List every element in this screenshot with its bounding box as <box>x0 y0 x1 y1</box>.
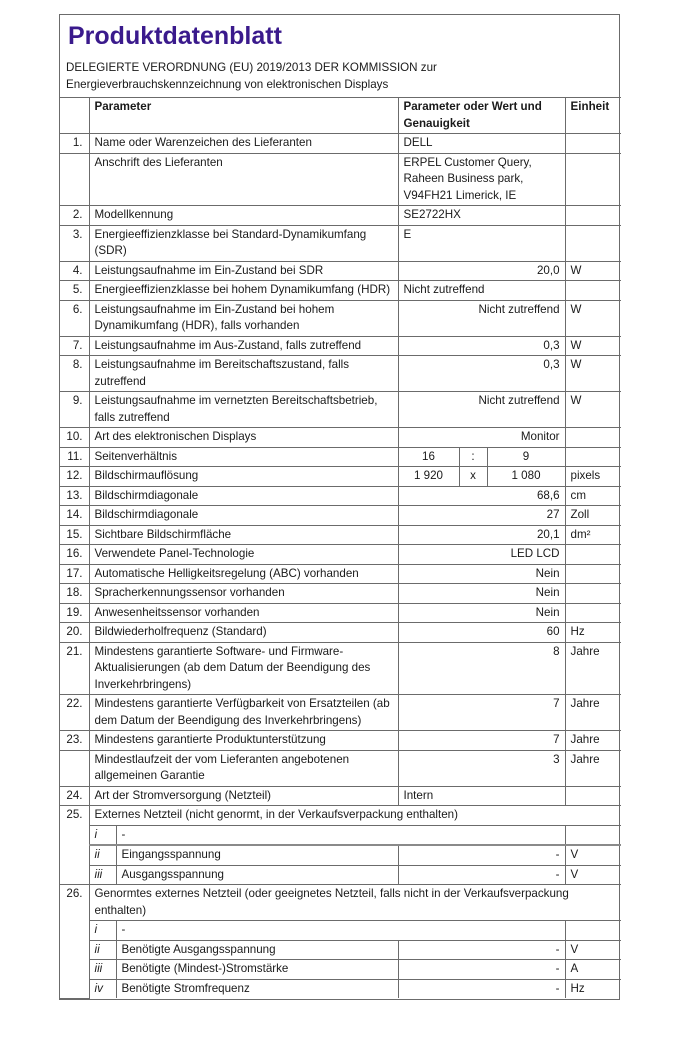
row-unit <box>565 564 621 584</box>
row-number: 23. <box>60 731 89 751</box>
sub-row <box>60 865 621 885</box>
table-header-row <box>60 98 621 134</box>
row-parameter: Leistungsaufnahme im Bereitschaftszustand, falls zutreffend <box>89 356 398 392</box>
section26-header-row <box>60 885 621 921</box>
row-parameter: Bildschirmdiagonale <box>89 506 398 526</box>
sub-row-value: - <box>398 940 565 960</box>
sub-row-parameter: Benötigte Stromfrequenz <box>116 979 398 998</box>
table-row <box>60 134 621 154</box>
row-parameter: Verwendete Panel-Technologie <box>89 545 398 565</box>
row-number: 19. <box>60 603 89 623</box>
sub-row-value: - <box>398 979 565 998</box>
row-value-a: 16 <box>398 447 459 467</box>
sub-row-value: - <box>398 865 565 885</box>
row-parameter: Mindestens garantierte Verfügbarkeit von Ersatzteilen (ab dem Datum der Beendigung des Inverkehrbringens) <box>89 695 398 731</box>
table-row <box>60 603 621 623</box>
table-row <box>60 731 621 751</box>
sub-row-roman: i <box>89 825 116 845</box>
row-value: 20,1 <box>398 525 565 545</box>
table-row <box>60 336 621 356</box>
row-value: E <box>398 225 565 261</box>
row-number: 11. <box>60 447 89 467</box>
row-parameter: Mindestens garantierte Software- und Firmware-Aktualisierungen (ab dem Datum der Beendigung des Inverkehrbringens) <box>89 642 398 695</box>
row-value-separator: : <box>459 447 487 467</box>
sub-row-value: - <box>398 960 565 980</box>
sub-row <box>60 960 621 980</box>
table-row <box>60 642 621 695</box>
row-value: 60 <box>398 623 565 643</box>
header-parameter: Parameter <box>89 98 398 134</box>
row-number: 8. <box>60 356 89 392</box>
row-unit <box>565 225 621 261</box>
row-unit: Hz <box>565 623 621 643</box>
row-unit: W <box>565 336 621 356</box>
subtitle-line-1: DELEGIERTE VERORDNUNG (EU) 2019/2013 DER KOMMISSION zur <box>66 61 437 74</box>
table-row <box>60 623 621 643</box>
row-number: 4. <box>60 261 89 281</box>
row-parameter: Energieeffizienzklasse bei hohem Dynamikumfang (HDR) <box>89 281 398 301</box>
row-value: 0,3 <box>398 356 565 392</box>
row-unit <box>565 786 621 806</box>
row-number: 22. <box>60 695 89 731</box>
row-number: 5. <box>60 281 89 301</box>
row-unit: pixels <box>565 467 621 487</box>
row-value: 20,0 <box>398 261 565 281</box>
row-value: ERPEL Customer Query, Raheen Business park, V94FH21 Limerick, IE <box>398 153 565 206</box>
regulation-subtitle <box>60 55 619 97</box>
header-unit: Einheit <box>565 98 621 134</box>
row-unit: Jahre <box>565 642 621 695</box>
sub-row-parameter: Benötigte Ausgangsspannung <box>116 940 398 960</box>
table-row <box>60 225 621 261</box>
row-number: 18. <box>60 584 89 604</box>
row-number: 16. <box>60 545 89 565</box>
table-row <box>60 300 621 336</box>
row-unit: W <box>565 300 621 336</box>
sub-row-parameter: Benötigte (Mindest-)Stromstärke <box>116 960 398 980</box>
row-parameter: Art der Stromversorgung (Netzteil) <box>89 786 398 806</box>
sub-row-roman: iii <box>89 865 116 885</box>
row-number: 15. <box>60 525 89 545</box>
row-value-a: 1 920 <box>398 467 459 487</box>
row-number: 13. <box>60 486 89 506</box>
row-number: 10. <box>60 428 89 448</box>
sub-row-value: - <box>398 845 565 865</box>
table-row <box>60 447 621 467</box>
row-unit: W <box>565 392 621 428</box>
row-number: 3. <box>60 225 89 261</box>
sub-row-parameter: - <box>116 921 565 941</box>
row-parameter: Art des elektronischen Displays <box>89 428 398 448</box>
row-value: Nein <box>398 584 565 604</box>
row-value: 3 <box>398 750 565 786</box>
subtitle-line-2: Energieverbrauchskennzeichnung von elektronischen Displays <box>66 78 389 91</box>
row-parameter: Leistungsaufnahme im Aus-Zustand, falls zutreffend <box>89 336 398 356</box>
row-unit: cm <box>565 486 621 506</box>
row-parameter: Spracherkennungssensor vorhanden <box>89 584 398 604</box>
row-unit: dm² <box>565 525 621 545</box>
row-unit <box>565 584 621 604</box>
table-row <box>60 786 621 806</box>
sub-row <box>60 825 621 845</box>
row-value: Nicht zutreffend <box>398 281 565 301</box>
row-parameter: Seitenverhältnis <box>89 447 398 467</box>
sub-row <box>60 940 621 960</box>
row-number: 7. <box>60 336 89 356</box>
sub-row-roman: iii <box>89 960 116 980</box>
row-number: 12. <box>60 467 89 487</box>
sub-row <box>60 979 621 998</box>
table-row <box>60 545 621 565</box>
sub-row-unit: A <box>565 960 621 980</box>
sub-row-unit: V <box>565 845 621 865</box>
row-number: 21. <box>60 642 89 695</box>
row-unit: Jahre <box>565 695 621 731</box>
sub-row-roman: ii <box>89 940 116 960</box>
row-number <box>60 153 89 206</box>
row-number: 9. <box>60 392 89 428</box>
sub-row-unit: V <box>565 940 621 960</box>
table-row <box>60 506 621 526</box>
section-title: Externes Netzteil (nicht genormt, in der Verkaufsverpackung enthalten) <box>89 806 621 826</box>
row-unit <box>565 447 621 467</box>
sub-row-unit <box>565 825 621 845</box>
sub-row-parameter: Ausgangsspannung <box>116 865 398 885</box>
row-unit: Jahre <box>565 750 621 786</box>
row-parameter: Leistungsaufnahme im Ein-Zustand bei SDR <box>89 261 398 281</box>
table-row <box>60 584 621 604</box>
row-value: 27 <box>398 506 565 526</box>
table-row <box>60 206 621 226</box>
row-value: 68,6 <box>398 486 565 506</box>
row-value: 7 <box>398 695 565 731</box>
table-row <box>60 695 621 731</box>
row-value: 8 <box>398 642 565 695</box>
row-number: 17. <box>60 564 89 584</box>
table-row <box>60 261 621 281</box>
row-parameter: Automatische Helligkeitsregelung (ABC) vorhanden <box>89 564 398 584</box>
row-value: Nicht zutreffend <box>398 300 565 336</box>
row-number: 6. <box>60 300 89 336</box>
row-number: 24. <box>60 786 89 806</box>
table-row <box>60 525 621 545</box>
sub-row-roman: i <box>89 921 116 941</box>
table-row <box>60 486 621 506</box>
row-parameter: Sichtbare Bildschirmfläche <box>89 525 398 545</box>
sub-row <box>60 921 621 941</box>
row-parameter: Mindestlaufzeit der vom Lieferanten angebotenen allgemeinen Garantie <box>89 750 398 786</box>
row-value: 7 <box>398 731 565 751</box>
sub-row <box>60 845 621 865</box>
row-parameter: Anwesenheitssensor vorhanden <box>89 603 398 623</box>
product-data-sheet <box>59 14 620 1000</box>
row-number: 2. <box>60 206 89 226</box>
row-number: 1. <box>60 134 89 154</box>
row-unit: W <box>565 261 621 281</box>
row-value: Intern <box>398 786 565 806</box>
table-row <box>60 564 621 584</box>
sub-row-unit: V <box>565 865 621 885</box>
row-value: Nein <box>398 603 565 623</box>
sub-row-unit <box>565 921 621 941</box>
row-unit <box>565 603 621 623</box>
table-row <box>60 428 621 448</box>
header-number <box>60 98 89 134</box>
table-row <box>60 750 621 786</box>
row-parameter: Anschrift des Lieferanten <box>89 153 398 206</box>
row-parameter: Bildwiederholfrequenz (Standard) <box>89 623 398 643</box>
sub-row-roman: ii <box>89 845 116 865</box>
row-unit: Zoll <box>565 506 621 526</box>
sub-row-unit: Hz <box>565 979 621 998</box>
section-number: 26. <box>60 885 89 999</box>
section-number: 25. <box>60 806 89 885</box>
sub-row-parameter: Eingangsspannung <box>116 845 398 865</box>
row-value: Nein <box>398 564 565 584</box>
row-unit <box>565 428 621 448</box>
table-row <box>60 281 621 301</box>
sub-row-parameter: - <box>116 825 565 845</box>
row-parameter: Modellkennung <box>89 206 398 226</box>
row-value-separator: x <box>459 467 487 487</box>
section-title: Genormtes externes Netzteil (oder geeignetes Netzteil, falls nicht in der Verkaufsverpackung enthalten) <box>89 885 621 921</box>
row-value: Nicht zutreffend <box>398 392 565 428</box>
row-value-b: 9 <box>487 447 565 467</box>
row-unit <box>565 206 621 226</box>
table-row <box>60 467 621 487</box>
header-value: Parameter oder Wert und Genauigkeit <box>398 98 565 134</box>
row-unit <box>565 281 621 301</box>
section25-header-row <box>60 806 621 826</box>
table-row <box>60 392 621 428</box>
row-number: 20. <box>60 623 89 643</box>
data-table <box>60 97 621 999</box>
row-unit <box>565 545 621 565</box>
row-number: 14. <box>60 506 89 526</box>
row-value-b: 1 080 <box>487 467 565 487</box>
table-row <box>60 153 621 206</box>
row-unit: W <box>565 356 621 392</box>
row-parameter: Mindestens garantierte Produktunterstützung <box>89 731 398 751</box>
row-parameter: Bildschirmdiagonale <box>89 486 398 506</box>
row-parameter: Leistungsaufnahme im Ein-Zustand bei hohem Dynamikumfang (HDR), falls vorhanden <box>89 300 398 336</box>
row-unit: Jahre <box>565 731 621 751</box>
row-value: Monitor <box>398 428 565 448</box>
row-unit <box>565 153 621 206</box>
row-unit <box>565 134 621 154</box>
table-row <box>60 356 621 392</box>
row-parameter: Leistungsaufnahme im vernetzten Bereitschaftsbetrieb, falls zutreffend <box>89 392 398 428</box>
row-value: 0,3 <box>398 336 565 356</box>
row-value: LED LCD <box>398 545 565 565</box>
row-number <box>60 750 89 786</box>
row-parameter: Bildschirmauflösung <box>89 467 398 487</box>
row-value: SE2722HX <box>398 206 565 226</box>
row-parameter: Energieeffizienzklasse bei Standard-Dynamikumfang (SDR) <box>89 225 398 261</box>
sub-row-roman: iv <box>89 979 116 998</box>
row-parameter: Name oder Warenzeichen des Lieferanten <box>89 134 398 154</box>
row-value: DELL <box>398 134 565 154</box>
page-title: Produktdatenblatt <box>68 22 282 50</box>
